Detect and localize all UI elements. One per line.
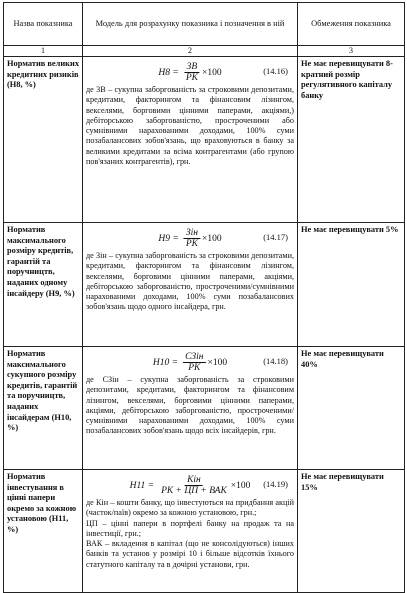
- model-cell: [83, 223, 298, 347]
- formula-denominator: РК: [188, 363, 201, 373]
- indicator-name: Норматив великих кредитних ризиків (Н8, %): [4, 57, 83, 223]
- formula: [86, 349, 294, 375]
- indicator-name: Норматив інвестування в цінні папери окремо за кожною установою (Н11, %): [4, 470, 83, 593]
- header-limit: Обмеження показника: [298, 3, 405, 46]
- formula-description-line: де Кін – кошти банку, що інвестуються на придбання акцій (часток/паїв) окремо за кожною установою, грн.;: [86, 498, 294, 518]
- formula-lhs: H11 =: [129, 480, 155, 491]
- formula: [86, 472, 294, 498]
- indicator-name: Норматив максимального розміру кредитів, гарантій та поручництв, наданих одному інсайдеру (Н9, %): [4, 223, 83, 347]
- indicator-limit: Не має перевищувати 5%: [298, 223, 405, 347]
- formula-multiplier: ×100: [201, 67, 222, 78]
- formula-description: де ЗВ – сукупна заборгованість за строковими депозитами, кредитами, факторингом та фінансовим лізингом, векселями, борговими цінними паперами, акціями,) дебіторською заборгованістю, простроченими або сумнівними нарахованими доходами, 100% суми позабалансових зобов'язань, що враховуються в банку за великими кредитами за всіма контрагентами (або групою пов'язаних контрагентів), грн.: [86, 85, 294, 167]
- table-row: [4, 223, 405, 347]
- model-cell: [83, 470, 298, 593]
- formula-description: де Зін – сукупна заборгованість за строковими депозитами, кредитами, факторингом та фінансовим лізингом, векселями, борговими цінними паперами, акціями, дебіторською заборгованістю, простроченими/сумнівними нарахованими доходами, 100% суми позабалансових зобов'язань щодо одного інсайдера, грн.: [86, 251, 294, 312]
- column-number: 2: [83, 46, 298, 57]
- equation-number: (14.16): [263, 66, 288, 76]
- formula-denominator: РК: [185, 239, 198, 249]
- formula-description: де СЗін – сукупна заборгованість за строковими депозитами, кредитами, факторингом та фінансовим лізингом, векселями, борговими цінними паперами, акціями, дебіторською заборгованістю, простроченими/сумнівними нарахованими доходами, 100% суми позабалансових зобов'язань щодо всіх інсайдерів, грн.: [86, 375, 294, 436]
- table-row: [4, 57, 405, 223]
- formula-fraction: [184, 228, 200, 249]
- normatives-table: [3, 2, 405, 593]
- formula-denominator: РК: [185, 73, 198, 83]
- formula-denominator: РК + ЦП + ВАК: [161, 486, 227, 496]
- formula-fraction: [183, 352, 205, 373]
- column-number: 3: [298, 46, 405, 57]
- model-cell: [83, 57, 298, 223]
- formula-fraction: [184, 62, 200, 83]
- formula-lhs: H10 =: [152, 357, 179, 368]
- formula: [86, 59, 294, 85]
- formula-numerator: Кін: [187, 475, 201, 485]
- formula-numerator: СЗін: [185, 352, 204, 362]
- indicator-name: Норматив максимального сукупного розміру кредитів, гарантій та поручництв, наданих інсайдерам (Н10, %): [4, 347, 83, 470]
- header-model: Модель для розрахунку показника і позначення в ній: [83, 3, 298, 46]
- formula-multiplier: ×100: [201, 233, 222, 244]
- equation-number: (14.19): [263, 479, 288, 489]
- equation-number: (14.17): [263, 232, 288, 242]
- column-number-row: [4, 46, 405, 57]
- header-name: Назва показника: [4, 3, 83, 46]
- formula-description-line: ЦП – цінні папери в портфелі банку на продаж та на інвестиції, грн.;: [86, 518, 294, 538]
- table-row: [4, 470, 405, 593]
- table-row: [4, 347, 405, 470]
- formula: [86, 225, 294, 251]
- equation-number: (14.18): [263, 356, 288, 366]
- column-number: 1: [4, 46, 83, 57]
- indicator-limit: Не має перевищувати 8-кратний розмір регулятивного капіталу банку: [298, 57, 405, 223]
- document-page: [3, 2, 404, 593]
- header-row: [4, 3, 405, 46]
- indicator-limit: Не має перевищувати 15%: [298, 470, 405, 593]
- formula-numerator: ЗВ: [186, 62, 198, 72]
- formula-fraction: [159, 475, 229, 496]
- indicator-limit: Не має перевищувати 40%: [298, 347, 405, 470]
- formula-lhs: H8 =: [158, 67, 179, 78]
- formula-description-line: ВАК – вкладення в капітал (що не консолідуються) інших банків та установ у розмірі 10 і більше відсотків їхнього статутного капіталу та в дочірні установи, грн.: [86, 539, 294, 569]
- formula-numerator: Зін: [185, 228, 198, 238]
- model-cell: [83, 347, 298, 470]
- formula-lhs: H9 =: [158, 233, 179, 244]
- formula-multiplier: ×100: [230, 480, 251, 491]
- formula-multiplier: ×100: [207, 357, 228, 368]
